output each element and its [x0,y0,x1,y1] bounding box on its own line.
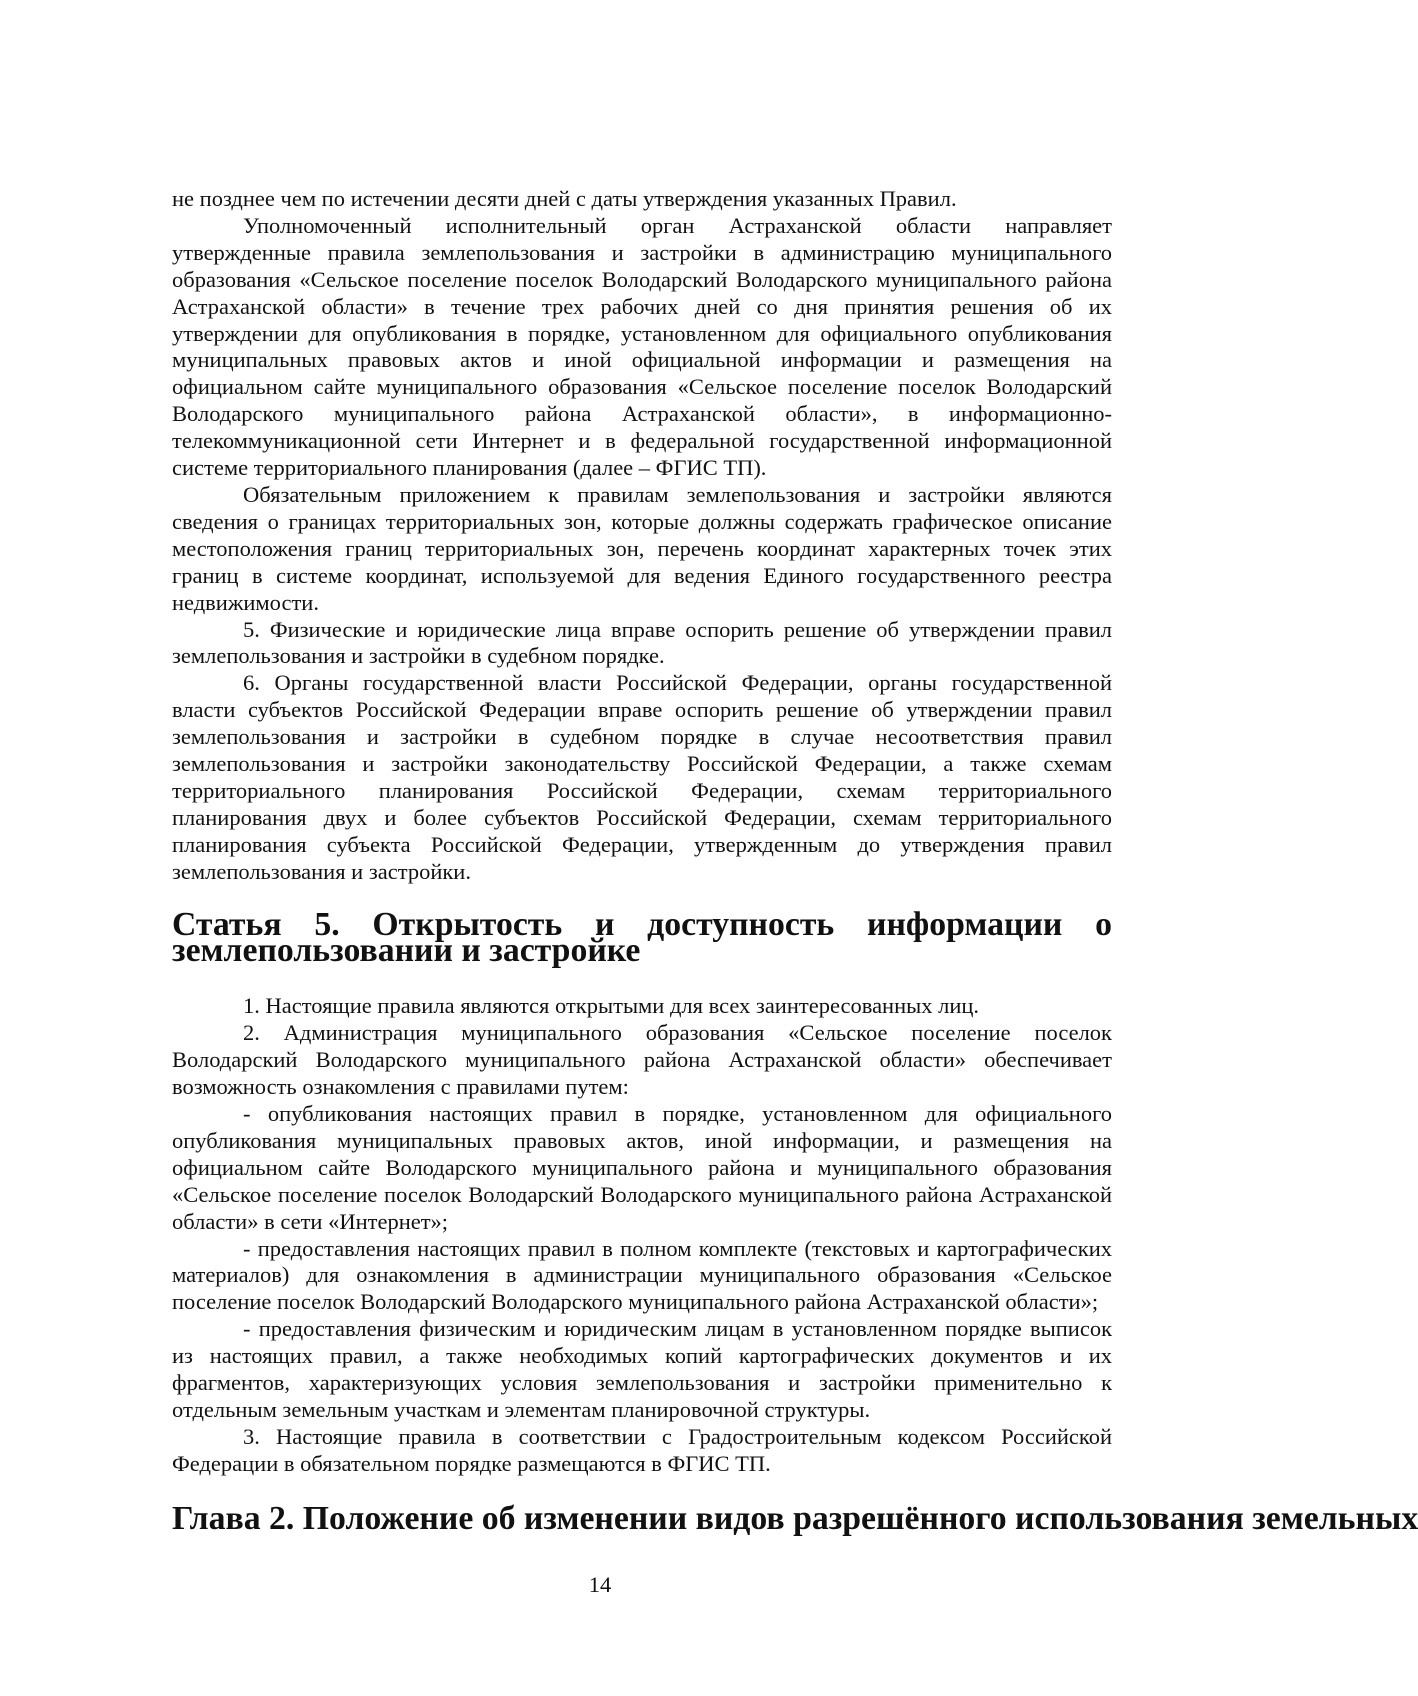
paragraph-authorized-body: Уполномоченный исполнительный орган Астраханской области направляет утвержденные правила землепользования и застройки в администрацию муниципального образования «Сельское поселение поселок Володарский Володарского муниципального района Астраханской области» в течение трех рабочих дней со дня принятия решения об их утверждении для опубликования в порядке, установленном для официального опубликования муниципальных правовых актов и иной официальной информации и размещения на официальном сайте муниципального образования «Сельское поселение поселок Володарский Володарского муниципального района Астраханской области», в информационно-телекоммуникационной сети Интернет и в федеральной государственной информационной системе территориального планирования (далее – ФГИС ТП). [172,212,1112,481]
chapter-2-heading: Глава 2. Положение об изменении видов разрешённого использования земельных [172,1499,1418,1537]
article-5-bullet-extracts: - предоставления физическим и юридическим лицам в установленном порядке выписок из настоящих правил, а также необходимых копий картографических документов и их фрагментов, характеризующих условия землепользования и застройки применительно к отдельным земельным участкам и элементам планировочной структуры. [172,1316,1112,1422]
article-5-item-1: 1. Настоящие правила являются открытыми для всех заинтересованных лиц. [243,993,980,1019]
paragraph-item-6: 6. Органы государственной власти Российской Федерации, органы государственной власти субъектов Российской Федерации вправе оспорить решение об утверждении правил землепользования и застройки в судебном порядке в случае несоответствия правил землепользования и застройки законодательству Российской Федерации, а также схемам территориального планирования Российской Федерации, схемам территориального планирования двух и более субъектов Российской Федерации, схемам территориального планирования субъекта Российской Федерации, утвержденным до утверждения правил землепользования и застройки. [172,670,1112,884]
article-5-heading: Статья 5. Открытость и доступность информации о землепользовании и застройке [172,905,1112,970]
paragraph-mandatory-appendix: Обязательным приложением к правилам землепользования и застройки являются сведения о границах территориальных зон, которые должны содержать графическое описание местоположения границ территориальных зон, перечень координат характерных точек этих границ в системе координат, используемой для ведения Единого государственного реестра недвижимости. [172,481,1112,615]
article-5-bullet-publication: - опубликования настоящих правил в порядке, установленном для официального опубликования муниципальных правовых актов, иной информации, и размещения на официальном сайте Володарского муниципального района и муниципального образования «Сельское поселение поселок Володарский Володарского муниципального района Астраханской области» в сети «Интернет»; [172,1101,1112,1234]
page-number: 14 [588,1572,612,1597]
article-5-item-2: 2. Администрация муниципального образования «Сельское поселение поселок Володарский Володарского муниципального района Астраханской области» обеспечивает возможность ознакомления с правилами путем: [172,1020,1112,1100]
paragraph-continuation: не позднее чем по истечении десяти дней с даты утверждения указанных Правил. [172,186,957,211]
article-5-item-3: 3. Настоящие правила в соответствии с Градостроительным кодексом Российской Федерации в обязательном порядке размещаются в ФГИС ТП. [172,1423,1112,1476]
paragraph-item-5: 5. Физические и юридические лица вправе оспорить решение об утверждении правил землепользования и застройки в судебном порядке. [172,616,1112,669]
article-5-bullet-full-set: - предоставления настоящих правил в полном комплекте (текстовых и картографических материалов) для ознакомления в администрации муниципального образования «Сельское поселение поселок Володарский Володарского муниципального района Астраханской области»; [172,1235,1112,1315]
document-body [172,186,1418,1537]
